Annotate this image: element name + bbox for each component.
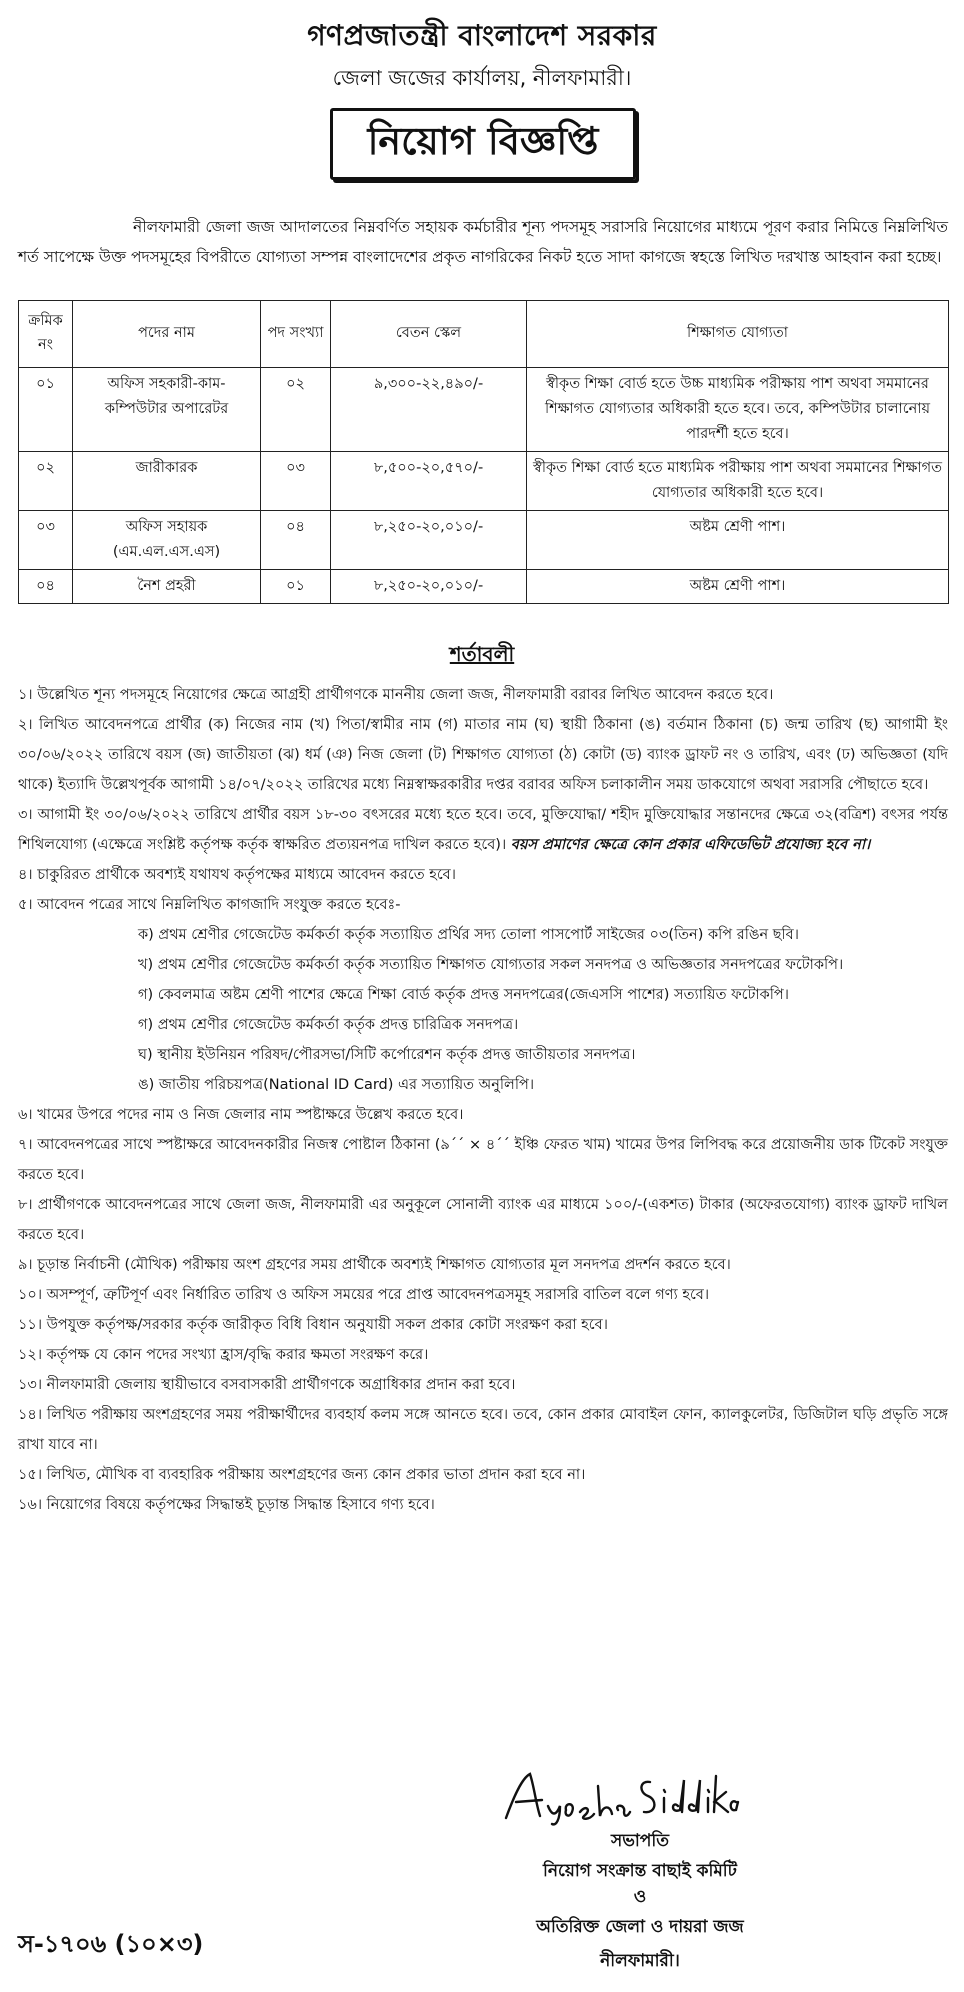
headline-text: নিয়োগ বিজ্ঞপ্তি [367, 118, 599, 163]
term-5-item-e: ঘ) স্থানীয় ইউনিয়ন পরিষদ/পৌরসভা/সিটি কর্পোরেশন কর্তৃক প্রদত্ত জাতীয়তার সনদপত্র। [138, 1047, 636, 1063]
memo-number: স-১৭০৬ (১০×৩) [18, 1930, 204, 1958]
intro-paragraph: নীলফামারী জেলা জজ আদালতের নিম্নবর্ণিত সহায়ক কর্মচারীর শূন্য পদসমূহ সরাসরি নিয়োগের মাধ্যমে পূরণ করার নিমিত্তে নিম্নলিখিত শর্ত সাপেক্ষে উক্ত পদসমূহের বিপরীতে যোগ্যতা সম্পন্ন বাংলাদেশের প্রকৃত নাগরিকের নিকট হতে সাদা কাগজে স্বহস্তে লিখিত দরখাস্ত আহবান করা হচ্ছে। [18, 217, 948, 266]
office-name: জেলা জজের কার্যালয়, নীলফামারী। [332, 66, 632, 90]
cell-qualification: স্বীকৃত শিক্ষা বোর্ড হতে মাধ্যমিক পরীক্ষায় পাশ অথবা সমমানের শিক্ষাগত যোগ্যতার অধিকারী হতে হবে। [527, 452, 949, 511]
term-3-text: ৩। আগামী ইং ৩০/০৬/২০২২ তারিখে প্রার্থীর বয়স ১৮-৩০ বৎসরের মধ্যে হতে হবে। তবে, মুক্তিযোদ্ধা/ শহীদ মুক্তিযোদ্ধার সন্তানদের ক্ষেত্রে ৩২(বত্রিশ) বৎসর পর্যন্ত শিথিলযোগ্য (এক্ষেত্রে সংশ্লিষ্ট কর্তৃপক্ষ কর্তৃক স্বাক্ষরিত প্রত্যয়নপত্র দাখিল করতে হবে)। [18, 807, 948, 853]
cell-post: জারীকারক [73, 452, 261, 511]
cell-serial: ০১ [19, 368, 73, 452]
term-5-item-d: গ) প্রথম শ্রেণীর গেজেটেড কর্মকর্তা কর্তৃক প্রদত্ত চারিত্রিক সনদপত্র। [138, 1017, 519, 1033]
cell-count: ০৪ [261, 511, 331, 570]
header-count: পদ সংখ্যা [261, 301, 331, 368]
table-row [19, 368, 949, 452]
table-row [19, 570, 949, 604]
term-5-item-a: ক) প্রথম শ্রেণীর গেজেটেড কর্মকর্তা কর্তৃক সত্যায়িত প্রর্থির সদ্য তোলা পাসপোর্ট সাইজের ০৩(তিন) কপি রঙিন ছবি। [138, 927, 799, 943]
cell-scale: ৮,২৫০-২০,০১০/- [331, 570, 527, 604]
term-3-emphasis: বয়স প্রমাণের ক্ষেত্রে কোন প্রকার এফিডেভিট প্রযোজ্য হবে না। [510, 837, 871, 853]
term-15: ১৫। লিখিত, মৌখিক বা ব্যবহারিক পরীক্ষায় অংশগ্রহণের জন্য কোন প্রকার ভাতা প্রদান করা হবে না। [18, 1467, 586, 1483]
cell-qualification: অষ্টম শ্রেণী পাশ। [527, 570, 949, 604]
table-row [19, 511, 949, 570]
table-header-row [19, 301, 949, 368]
cell-count: ০৩ [261, 452, 331, 511]
terms-heading-text: শর্তাবলী [449, 642, 515, 666]
cell-post: অফিস সহকারী-কাম-কম্পিউটার অপারেটর [73, 368, 261, 452]
and-connector: ও [633, 1887, 647, 1907]
term-16: ১৬। নিয়োগের বিষয়ে কর্তৃপক্ষের সিদ্ধান্তই চূড়ান্ত সিদ্ধান্ত হিসাবে গণ্য হবে। [18, 1497, 435, 1513]
term-11: ১১। উপযুক্ত কর্তৃপক্ষ/সরকার কর্তৃক জারীকৃত বিধি বিধান অনুযায়ী সকল প্রকার কোটা সংরক্ষণ করা হবে। [18, 1317, 608, 1333]
header-serial: ক্রমিক নং [19, 301, 73, 368]
term-3 [18, 800, 948, 860]
cell-qualification: অষ্টম শ্রেণী পাশ। [527, 511, 949, 570]
term-10: ১০। অসম্পূর্ণ, ত্রুটিপূর্ণ এবং নির্ধারিত তারিখ ও অফিস সময়ের পরে প্রাপ্ত আবেদনপত্রসমূহ সরাসরি বাতিল বলে গণ্য হবে। [18, 1287, 710, 1303]
signatory-designation: অতিরিক্ত জেলা ও দায়রা জজ [536, 1917, 744, 1937]
term-5: ৫। আবেদন পত্রের সাথে নিম্নলিখিত কাগজাদি সংযুক্ত করতে হবেঃ- [18, 897, 401, 913]
term-5-item-b: খ) প্রথম শ্রেণীর গেজেটেড কর্মকর্তা কর্তৃক সত্যায়িত শিক্ষাগত যোগ্যতার সকল সনদপত্র ও অভিজ্ঞতার সনদপত্রের ফটোকপি। [138, 957, 844, 973]
committee-name: নিয়োগ সংক্রান্ত বাছাই কমিটি [543, 1861, 737, 1881]
signatory-role: সভাপতি [611, 1831, 669, 1851]
term-4: ৪। চাকুরিরত প্রার্থীকে অবশ্যই যথাযথ কর্তৃপক্ষের মাধ্যমে আবেদন করতে হবে। [18, 867, 456, 883]
table-row [19, 452, 949, 511]
cell-count: ০২ [261, 368, 331, 452]
term-12: ১২। কর্তৃপক্ষ যে কোন পদের সংখ্যা হ্রাস/বৃদ্ধি করার ক্ষমতা সংরক্ষণ করে। [18, 1347, 429, 1363]
cell-scale: ৮,২৫০-২০,০১০/- [331, 511, 527, 570]
cell-post: অফিস সহায়ক (এম.এল.এস.এস) [73, 511, 261, 570]
term-8: ৮। প্রার্থীগণকে আবেদনপত্রের সাথে জেলা জজ, নীলফামারী এর অনুকূলে সোনালী ব্যাংক এর মাধ্যমে ১০০/-(একশত) টাকার (অফেরতযোগ্য) ব্যাংক ড্রাফট দাখিল করতে হবে। [18, 1197, 948, 1243]
cell-count: ০১ [261, 570, 331, 604]
cell-serial: ০৪ [19, 570, 73, 604]
header-scale: বেতন স্কেল [331, 301, 527, 368]
term-9: ৯। চূড়ান্ত নির্বাচনী (মৌখিক) পরীক্ষায় অংশ গ্রহণের সময় প্রার্থীকে অবশ্যই শিক্ষাগত যোগ্যতার মূল সনদপত্র প্রদর্শন করতে হবে। [18, 1257, 731, 1273]
header-post: পদের নাম [73, 301, 261, 368]
cell-serial: ০২ [19, 452, 73, 511]
posts-table [18, 300, 949, 604]
government-title: গণপ্রজাতন্ত্রী বাংলাদেশ সরকার [307, 19, 657, 52]
header-qualification: শিক্ষাগত যোগ্যতা [527, 301, 949, 368]
notice-headline [330, 108, 636, 180]
term-7: ৭। আবেদনপত্রের সাথে স্পষ্টাক্ষরে আবেদনকারীর নিজস্ব পোষ্টাল ঠিকানা (৯´´ × ৪´´ ইঞ্চি ফেরত খাম) খামের উপর লিপিবদ্ধ করে প্রয়োজনীয় ডাক টিকেট সংযুক্ত করতে হবে। [18, 1137, 948, 1183]
term-5-item-c: গ) কেবলমাত্র অষ্টম শ্রেণী পাশের ক্ষেত্রে শিক্ষা বোর্ড কর্তৃক প্রদত্ত সনদপত্রের(জেএসসি পাশের) সত্যায়িত ফটোকপি। [138, 987, 789, 1003]
handwritten-signature [500, 1766, 740, 1828]
cell-serial: ০৩ [19, 511, 73, 570]
cell-scale: ৮,৫০০-২০,৫৭০/- [331, 452, 527, 511]
cell-post: নৈশ প্রহরী [73, 570, 261, 604]
signatory-place: নীলফামারী। [600, 1951, 680, 1971]
term-1: ১। উল্লেখিত শূন্য পদসমূহে নিয়োগের ক্ষেত্রে আগ্রহী প্রার্থীগণকে মাননীয় জেলা জজ, নীলফামারী বরাবর লিখিত আবেদন করতে হবে। [18, 687, 774, 703]
cell-scale: ৯,৩০০-২২,৪৯০/- [331, 368, 527, 452]
terms-list [18, 680, 948, 1520]
term-6: ৬। খামের উপরে পদের নাম ও নিজ জেলার নাম স্পষ্টাক্ষরে উল্লেখ করতে হবে। [18, 1107, 464, 1123]
term-5-item-f: ঙ) জাতীয় পরিচয়পত্র(National ID Card) এর সত্যায়িত অনুলিপি। [138, 1077, 535, 1093]
terms-heading [0, 640, 964, 673]
cell-qualification: স্বীকৃত শিক্ষা বোর্ড হতে উচ্চ মাধ্যমিক পরীক্ষায় পাশ অথবা সমমানের শিক্ষাগত যোগ্যতার অধিকারী হতে হবে। তবে, কম্পিউটার চালানোয় পারদর্শী হতে হবে। [527, 368, 949, 452]
term-2: ২। লিখিত আবেদনপত্রে প্রার্থীর (ক) নিজের নাম (খ) পিতা/স্বামীর নাম (গ) মাতার নাম (ঘ) স্থায়ী ঠিকানা (ঙ) বর্তমান ঠিকানা (চ) জন্ম তারিখ (ছ) আগামী ইং ৩০/০৬/২০২২ তারিখে বয়স (জ) জাতীয়তা (ঝ) ধর্ম (ঞ) নিজ জেলা (ট) শিক্ষাগত যোগ্যতা (ঠ) কোটা (ড) ব্যাংক ড্রাফট নং ও তারিখ, এবং (ঢ) অভিজ্ঞতা (যদি থাকে) ইত্যাদি উল্লেখপূর্বক আগামী ১৪/০৭/২০২২ তারিখের মধ্যে নিম্নস্বাক্ষরকারীর দপ্তর বরাবর অফিস চলাকালীন সময় ডাকযোগে অথবা সরাসরি পৌছাতে হবে। [18, 717, 948, 793]
term-13: ১৩। নীলফামারী জেলায় স্থায়ীভাবে বসবাসকারী প্রার্থীগণকে অগ্রাধিকার প্রদান করা হবে। [18, 1377, 516, 1393]
term-14: ১৪। লিখিত পরীক্ষায় অংশগ্রহণের সময় পরীক্ষার্থীদের ব্যবহার্য কলম সঙ্গে আনতে হবে। তবে, কোন প্রকার মোবাইল ফোন, ক্যালকুলেটর, ডিজিটাল ঘড়ি প্রভৃতি সঙ্গে রাখা যাবে না। [18, 1407, 948, 1453]
